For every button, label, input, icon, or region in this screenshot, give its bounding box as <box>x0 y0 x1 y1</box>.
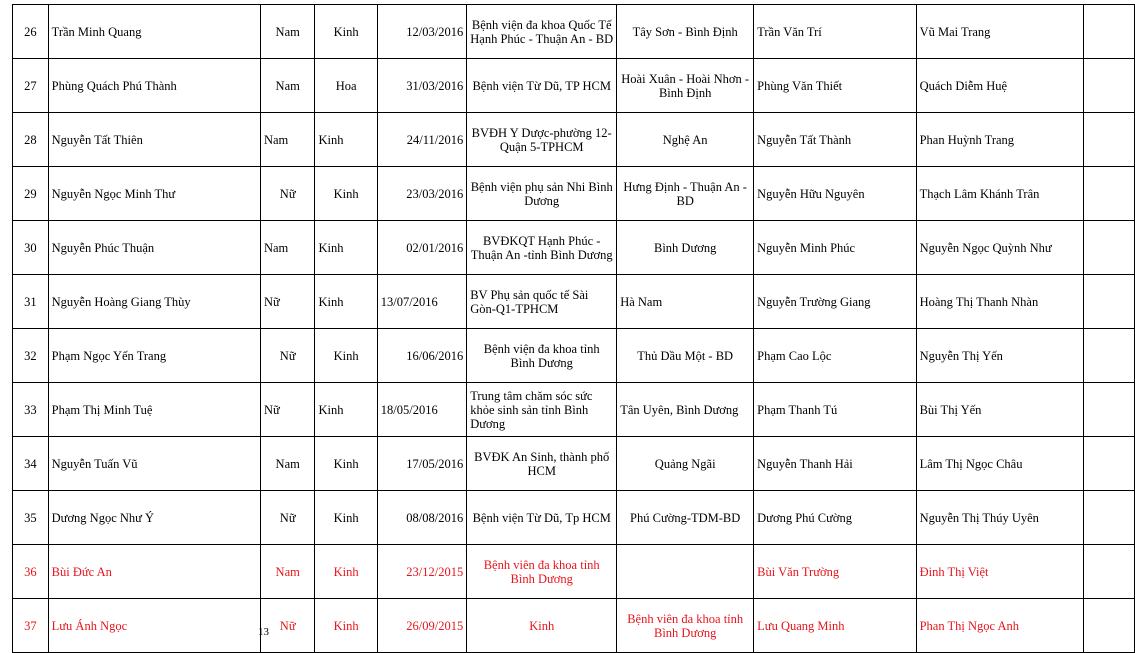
ethnicity: Kinh <box>315 167 377 221</box>
date-of-birth: 17/05/2016 <box>377 437 466 491</box>
table-row <box>13 59 1135 113</box>
birthplace: BVĐH Y Dược-phường 12-Quận 5-TPHCM <box>467 113 617 167</box>
date-of-birth: 26/09/2015 <box>377 599 466 653</box>
mother-name: Bùi Thị Yến <box>916 383 1083 437</box>
sex: Nam <box>260 5 314 59</box>
row-number: 27 <box>13 59 49 113</box>
row-number: 31 <box>13 275 49 329</box>
mother-name: Phan Thị Ngọc Anh <box>916 599 1083 653</box>
empty-cell <box>1083 545 1134 599</box>
birthplace: Trung tâm chăm sóc sức khỏe sinh sản tỉnh Bình Dương <box>467 383 617 437</box>
mother-name: Nguyễn Ngọc Quỳnh Như <box>916 221 1083 275</box>
hometown <box>617 545 754 599</box>
table-row <box>13 113 1135 167</box>
date-of-birth: 02/01/2016 <box>377 221 466 275</box>
row-number: 32 <box>13 329 49 383</box>
mother-name: Nguyễn Thị Yến <box>916 329 1083 383</box>
birthplace: Bệnh viện Từ Dũ, Tp HCM <box>467 491 617 545</box>
empty-cell <box>1083 491 1134 545</box>
mother-name: Phan Huỳnh Trang <box>916 113 1083 167</box>
date-of-birth: 13/07/2016 <box>377 275 466 329</box>
student-name: Nguyễn Hoàng Giang Thùy <box>48 275 260 329</box>
father-name: Phùng Văn Thiết <box>754 59 916 113</box>
table-row <box>13 545 1135 599</box>
sex: Nữ <box>260 599 314 653</box>
hometown: Bệnh viên đa khoa tỉnh Bình Dương <box>617 599 754 653</box>
empty-cell <box>1083 437 1134 491</box>
mother-name: Nguyễn Thị Thúy Uyên <box>916 491 1083 545</box>
empty-cell <box>1083 113 1134 167</box>
student-name: Phạm Thị Minh Tuệ <box>48 383 260 437</box>
table-row <box>13 221 1135 275</box>
date-of-birth: 16/06/2016 <box>377 329 466 383</box>
table-row <box>13 599 1135 653</box>
father-name: Nguyễn Tất Thành <box>754 113 916 167</box>
row-number: 33 <box>13 383 49 437</box>
mother-name: Thạch Lâm Khánh Trân <box>916 167 1083 221</box>
row-number: 28 <box>13 113 49 167</box>
birthplace: Bệnh viện phụ sản Nhi Bình Dương <box>467 167 617 221</box>
birthplace: BVĐK An Sinh, thành phố HCM <box>467 437 617 491</box>
table-row <box>13 437 1135 491</box>
empty-cell <box>1083 59 1134 113</box>
table-row <box>13 329 1135 383</box>
student-name: Nguyễn Phúc Thuận <box>48 221 260 275</box>
ethnicity: Kinh <box>315 329 377 383</box>
hometown: Bình Dương <box>617 221 754 275</box>
father-name: Bùi Văn Trường <box>754 545 916 599</box>
ethnicity: Hoa <box>315 59 377 113</box>
mother-name: Hoàng Thị Thanh Nhàn <box>916 275 1083 329</box>
ethnicity: Kinh <box>315 383 377 437</box>
father-name: Phạm Thanh Tú <box>754 383 916 437</box>
row-number: 34 <box>13 437 49 491</box>
student-name: Nguyễn Tất Thiên <box>48 113 260 167</box>
table-row <box>13 275 1135 329</box>
birthplace: BVĐKQT Hạnh Phúc - Thuận An -tỉnh Bình Dương <box>467 221 617 275</box>
father-name: Nguyễn Hữu Nguyên <box>754 167 916 221</box>
ethnicity: Kinh <box>315 491 377 545</box>
date-of-birth: 31/03/2016 <box>377 59 466 113</box>
row-number: 35 <box>13 491 49 545</box>
sex: Nữ <box>260 329 314 383</box>
ethnicity: Kinh <box>315 275 377 329</box>
father-name: Nguyễn Thanh Hải <box>754 437 916 491</box>
birthplace: Kinh <box>467 599 617 653</box>
ethnicity: Kinh <box>315 545 377 599</box>
date-of-birth: 12/03/2016 <box>377 5 466 59</box>
empty-cell <box>1083 599 1134 653</box>
empty-cell <box>1083 383 1134 437</box>
empty-cell <box>1083 221 1134 275</box>
row-number: 30 <box>13 221 49 275</box>
mother-name: Lâm Thị Ngọc Châu <box>916 437 1083 491</box>
date-of-birth: 23/12/2015 <box>377 545 466 599</box>
sex: Nam <box>260 545 314 599</box>
hometown: Quảng Ngãi <box>617 437 754 491</box>
student-name: Nguyễn Tuấn Vũ <box>48 437 260 491</box>
row-number: 26 <box>13 5 49 59</box>
empty-cell <box>1083 5 1134 59</box>
father-name: Lưu Quang Minh <box>754 599 916 653</box>
student-name: Trần Minh Quang <box>48 5 260 59</box>
hometown: Hưng Định - Thuận An - BD <box>617 167 754 221</box>
ethnicity: Kinh <box>315 5 377 59</box>
hometown: Tân Uyên, Bình Dương <box>617 383 754 437</box>
date-of-birth: 23/03/2016 <box>377 167 466 221</box>
table-row <box>13 491 1135 545</box>
hometown: Hà Nam <box>617 275 754 329</box>
row-number: 37 <box>13 599 49 653</box>
mother-name: Quách Diễm Huệ <box>916 59 1083 113</box>
father-name: Dương Phú Cường <box>754 491 916 545</box>
father-name: Nguyễn Minh Phúc <box>754 221 916 275</box>
birthplace: Bệnh viện đa khoa tỉnh Bình Dương <box>467 329 617 383</box>
ethnicity: Kinh <box>315 437 377 491</box>
student-name: Nguyễn Ngọc Minh Thư <box>48 167 260 221</box>
date-of-birth: 24/11/2016 <box>377 113 466 167</box>
sex: Nam <box>260 221 314 275</box>
student-name: Phạm Ngọc Yến Trang <box>48 329 260 383</box>
sex: Nữ <box>260 491 314 545</box>
father-name: Trần Văn Trí <box>754 5 916 59</box>
sex: Nữ <box>260 383 314 437</box>
sex: Nữ <box>260 167 314 221</box>
father-name: Phạm Cao Lộc <box>754 329 916 383</box>
empty-cell <box>1083 167 1134 221</box>
mother-name: Đinh Thị Việt <box>916 545 1083 599</box>
student-name: Phùng Quách Phú Thành <box>48 59 260 113</box>
student-name: Bùi Đức An <box>48 545 260 599</box>
sex: Nam <box>260 113 314 167</box>
sex: Nữ <box>260 275 314 329</box>
hometown: Hoài Xuân - Hoài Nhơn - Bình Định <box>617 59 754 113</box>
page-number: 13 <box>258 626 269 638</box>
birthplace: Bệnh viên đa khoa tỉnh Bình Dương <box>467 545 617 599</box>
ethnicity: Kinh <box>315 221 377 275</box>
table-row <box>13 383 1135 437</box>
empty-cell <box>1083 275 1134 329</box>
student-name: Lưu Ánh Ngọc <box>48 599 260 653</box>
table-row <box>13 5 1135 59</box>
ethnicity: Kinh <box>315 113 377 167</box>
hometown: Phú Cường-TDM-BD <box>617 491 754 545</box>
row-number: 29 <box>13 167 49 221</box>
hometown: Nghệ An <box>617 113 754 167</box>
hometown: Tây Sơn - Bình Định <box>617 5 754 59</box>
birthplace: Bệnh viện Từ Dũ, TP HCM <box>467 59 617 113</box>
birthplace: Bệnh viện đa khoa Quốc Tế Hạnh Phúc - Thuận An - BD <box>467 5 617 59</box>
empty-cell <box>1083 329 1134 383</box>
sex: Nam <box>260 59 314 113</box>
ethnicity: Kinh <box>315 599 377 653</box>
row-number: 36 <box>13 545 49 599</box>
student-name: Dương Ngọc Như Ý <box>48 491 260 545</box>
birthplace: BV Phụ sản quốc tế Sài Gòn-Q1-TPHCM <box>467 275 617 329</box>
father-name: Nguyễn Trường Giang <box>754 275 916 329</box>
mother-name: Vũ Mai Trang <box>916 5 1083 59</box>
date-of-birth: 08/08/2016 <box>377 491 466 545</box>
sex: Nam <box>260 437 314 491</box>
table-row <box>13 167 1135 221</box>
hometown: Thủ Dầu Một - BD <box>617 329 754 383</box>
date-of-birth: 18/05/2016 <box>377 383 466 437</box>
student-roster-table <box>12 4 1135 653</box>
